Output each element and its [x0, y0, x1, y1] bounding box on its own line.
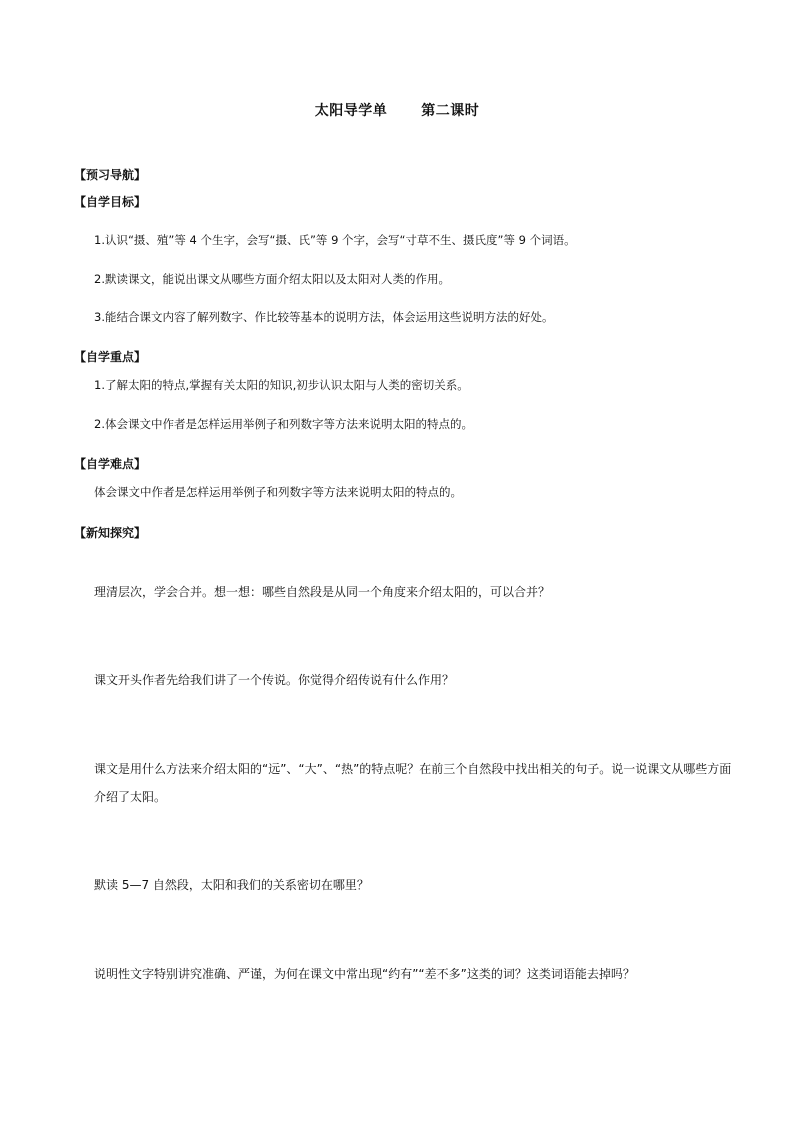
- key-point-item-1: 1.了解太阳的特点,掌握有关太阳的知识,初步认识太阳与人类的密切关系。: [94, 378, 469, 392]
- section-heading-goals: 【自学目标】: [74, 195, 147, 209]
- section-heading-difficulties: 【自学难点】: [74, 457, 147, 471]
- explore-question-3: 课文是用什么方法来介绍太阳的“远”、“大”、“热”的特点呢？在前三个自然段中找出相关的句子。说一说课文从哪些方面介绍了太阳。: [94, 762, 732, 804]
- difficulty-text: 体会课文中作者是怎样运用举例子和列数字等方法来说明太阳的特点的。: [94, 485, 462, 499]
- key-point-item-2: 2.体会课文中作者是怎样运用举例子和列数字等方法来说明太阳的特点的。: [94, 417, 473, 431]
- explore-question-5: 说明性文字特别讲究准确、严谨，为何在课文中常出现“约有”“差不多”这类的词？这类词语能去掉吗？: [94, 967, 635, 981]
- section-heading-preview: 【预习导航】: [74, 168, 147, 182]
- section-heading-explore: 【新知探究】: [74, 526, 147, 540]
- explore-question-4: 默读 5—7 自然段，太阳和我们的关系密切在哪里？: [94, 878, 369, 892]
- title-part-1: 太阳导学单: [314, 103, 388, 119]
- goal-item-1: 1.认识“摄、殖”等 4 个生字，会写“摄、氏”等 9 个字，会写“寸草不生、摄氏度”等 9 个词语。: [94, 233, 576, 247]
- title-part-2: 第二课时: [421, 103, 480, 119]
- page-title: [0, 100, 794, 120]
- goal-item-2: 2.默读课文，能说出课文从哪些方面介绍太阳以及太阳对人类的作用。: [94, 272, 450, 286]
- explore-question-2: 课文开头作者先给我们讲了一个传说。你觉得介绍传说有什么作用？: [94, 673, 455, 687]
- explore-question-1: 理清层次，学会合并。想一想：哪些自然段是从同一个角度来介绍太阳的，可以合并？: [94, 585, 551, 599]
- goal-item-3: 3.能结合课文内容了解列数字、作比较等基本的说明方法，体会运用这些说明方法的好处。: [94, 310, 554, 324]
- section-heading-key-points: 【自学重点】: [74, 350, 147, 364]
